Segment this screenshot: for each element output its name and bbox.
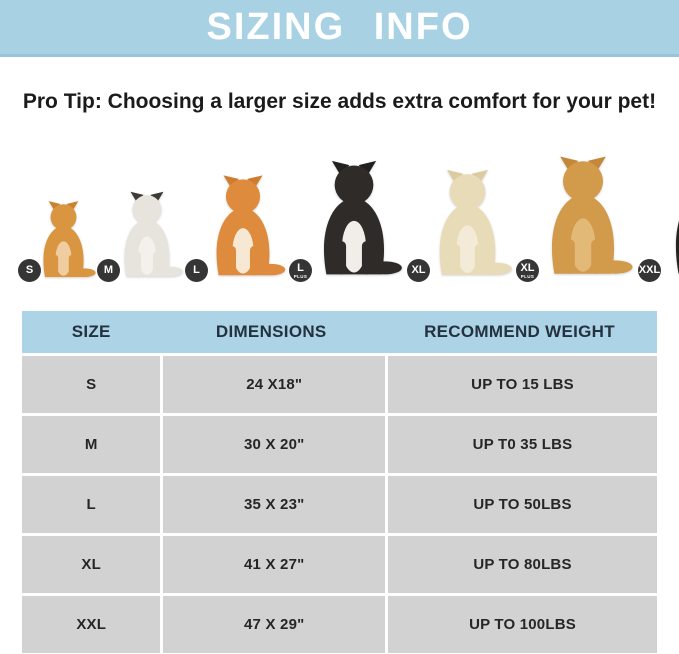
pro-tip-text: Pro Tip: Choosing a larger size adds extra comfort for your pet! — [22, 90, 657, 113]
sizing-table — [22, 311, 657, 653]
size-badge-l-plus: L PLUS — [289, 259, 312, 282]
dog-figure-french-bulldog — [103, 187, 191, 283]
dimensions-cell: 41 X 27" — [163, 536, 385, 593]
table-row — [22, 536, 657, 593]
size-cell: S — [22, 356, 160, 413]
border-collie-dog-icon — [295, 155, 413, 283]
column-header-dimensions: DIMENSIONS — [215, 322, 327, 341]
size-badge-s: S — [18, 259, 41, 282]
weight-cell: UP TO 100LBS — [388, 596, 657, 653]
size-badge-xxl: XXL — [638, 259, 661, 282]
size-badge-xl: XL — [407, 259, 430, 282]
weight-cell: UP TO 50LBS — [388, 476, 657, 533]
dog-figure-labrador — [413, 164, 522, 283]
dimensions-cell: 30 X 20" — [163, 416, 385, 473]
golden-retriever-dog-icon — [522, 150, 644, 283]
dog-size-lineup — [24, 123, 661, 283]
dimensions-cell: 35 X 23" — [163, 476, 385, 533]
dog-figure-pomeranian — [24, 197, 103, 283]
table-row — [22, 416, 657, 473]
weight-cell: UP TO 15 LBS — [388, 356, 657, 413]
header-banner — [0, 0, 679, 57]
weight-cell: UP TO 80LBS — [388, 536, 657, 593]
size-badge-m: M — [97, 259, 120, 282]
weight-cell: UP T0 35 LBS — [388, 416, 657, 473]
size-cell: M — [22, 416, 160, 473]
page-title: SIZING INFO — [206, 5, 473, 48]
labrador-dog-icon — [413, 164, 522, 283]
dog-figure-golden-retriever — [522, 150, 644, 283]
table-row — [22, 476, 657, 533]
size-badge-xl-plus: XL PLUS — [516, 259, 539, 282]
dog-figure-doberman — [638, 142, 679, 283]
column-header-size: SIZE — [71, 322, 111, 341]
size-cell: L — [22, 476, 160, 533]
table-row — [22, 596, 657, 653]
table-header-row — [22, 311, 657, 353]
size-badge-l: L — [185, 259, 208, 282]
table-row — [22, 356, 657, 413]
size-cell: XL — [22, 536, 160, 593]
column-header-recommend-weight: RECOMMEND WEIGHT — [424, 322, 615, 341]
dimensions-cell: 47 X 29" — [163, 596, 385, 653]
dog-figure-border-collie — [295, 155, 413, 283]
dimensions-cell: 24 X18" — [163, 356, 385, 413]
size-cell: XXL — [22, 596, 160, 653]
dog-figure-shiba-inu — [191, 170, 295, 283]
